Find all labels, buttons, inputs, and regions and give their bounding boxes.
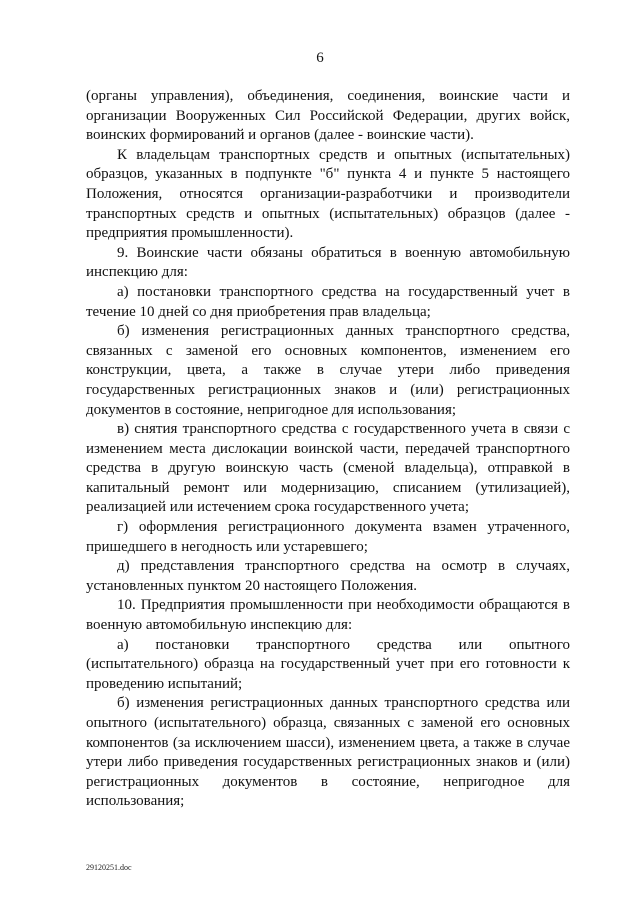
paragraph-item-9a: а) постановки транспортного средства на государственный учет в течение 10 дней со дня приобретения прав владельца; — [86, 283, 570, 320]
paragraph-item-10a: а) постановки транспортного средства или опытного (испытательного) образца на государственный учет при его готовности к проведению испытаний; — [86, 636, 570, 692]
paragraph-item-9g: г) оформления регистрационного документа взамен утраченного, пришедшего в негодность или устаревшего; — [86, 519, 570, 555]
paragraph-item-9d: д) представления транспортного средства на осмотр в случаях, установленных пунктом 20 настоящего Положения. — [86, 558, 570, 594]
paragraph-industry-enterprises-definition: К владельцам транспортных средств и опытных (испытательных) образцов, указанных в подпункте "б" пункта 4 и пункте 5 настоящего Положения, относятся организации-разработчики и производители транспортных средств и опытных (испытательных) образцов (далее - предприятия промышленности). — [86, 146, 570, 242]
paragraph-item-10b: б) изменения регистрационных данных транспортного средства или опытного (испытательного) образца, связанных с заменой его основных компонентов (за исключением шасси), изменением цвета, а также в случае утери либо приведения государственных регистрационных знаков и (или) регистрационных документов в состояние, непригодное для использования; — [86, 695, 570, 810]
document-body — [86, 87, 570, 812]
paragraph-item-9b: б) изменения регистрационных данных транспортного средства, связанных с заменой его основных компонентов, изменением его конструкции, цвета, а также в случае утери либо приведения государственных регистрационных знаков и (или) регистрационных документов в состояние, непригодное для использования; — [86, 323, 570, 418]
paragraph-item-9: 9. Воинские части обязаны обратиться в военную автомобильную инспекцию для: — [86, 244, 570, 281]
paragraph-item-9v: в) снятия транспортного средства с государственного учета в связи с изменением места дислокации воинской части, передачей транспортного средства в другую воинскую часть (сменой владельца), отправкой в капитальный ремонт или модернизацию, списанием (утилизацией), реализацией или истечением срока государственного учета; — [86, 421, 570, 516]
page-number: 6 — [316, 50, 324, 66]
paragraph-military-units-definition: (органы управления), объединения, соединения, воинские части и организации Вооруженных Сил Российской Федерации, других войск, воинских формирований и органов (далее - воинские части). — [86, 88, 570, 144]
footer-filename: 29120251.doc — [86, 863, 132, 872]
paragraph-item-10: 10. Предприятия промышленности при необходимости обращаются в военную автомобильную инспекцию для: — [86, 597, 570, 634]
